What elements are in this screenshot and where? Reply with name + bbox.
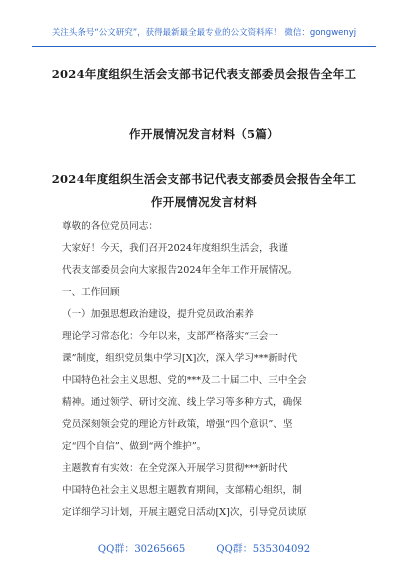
body-line: 课”制度，组织党员集中学习[X]次，深入学习***新时代 — [62, 353, 298, 364]
promo-footer — [0, 540, 408, 580]
body-line: 主题教育有实效：在全党深入开展学习贯彻***新时代 — [62, 463, 288, 474]
document-title-line-1: 2024年度组织生活会支部书记代表支部委员会报告全年工 — [51, 67, 357, 81]
body-line: 定详细学习计划，开展主题党日活动[X]次，引导党员读原 — [62, 507, 307, 518]
body-line: 定“四个自信”、做到“两个维护”。 — [62, 441, 207, 452]
document-title-line-2: 作开展情况发言材料（5篇） — [129, 127, 279, 141]
salutation: 尊敬的各位党员同志： — [62, 221, 158, 232]
body-line: 理论学习常态化：今年以来，支部严格落实“三会一 — [62, 331, 278, 342]
qq-group-2: QQ群：535304092 — [216, 544, 311, 555]
footer-contact — [0, 540, 408, 555]
subsection-heading: （一）加强思想政治建设，提升党员政治素养 — [62, 309, 254, 320]
promo-text: 关注头条号“公文研究”，获得最新最全最专业的公文资料库！ 微信：gongwenyj — [51, 28, 357, 38]
body-line: 精神。通过领学、研讨交流、线上学习等多种方式，确保 — [62, 397, 302, 408]
body-line: 大家好！今天，我们召开2024年度组织生活会，我谨 — [62, 243, 288, 254]
body-line: 中国特色社会主义思想、党的***及二十届二中、三中全会 — [62, 375, 307, 386]
body-line: 代表支部委员会向大家报告2024年全年工作开展情况。 — [62, 265, 298, 276]
document-body — [62, 216, 366, 524]
section-title-line-1: 2024年度组织生活会支部书记代表支部委员会报告全年工 — [51, 172, 357, 186]
section-heading: 一、工作回顾 — [62, 287, 120, 298]
body-line: 党员深刻领会党的理论方针政策，增强“四个意识”、坚 — [62, 419, 293, 430]
qq-group-1: QQ群：30265665 — [97, 544, 186, 555]
body-line: 中国特色社会主义思想主题教育期间，支部精心组织，制 — [62, 485, 302, 496]
section-title-line-2: 作开展情况发言材料 — [150, 195, 258, 209]
header-divider — [32, 46, 376, 47]
promo-header — [0, 0, 408, 52]
